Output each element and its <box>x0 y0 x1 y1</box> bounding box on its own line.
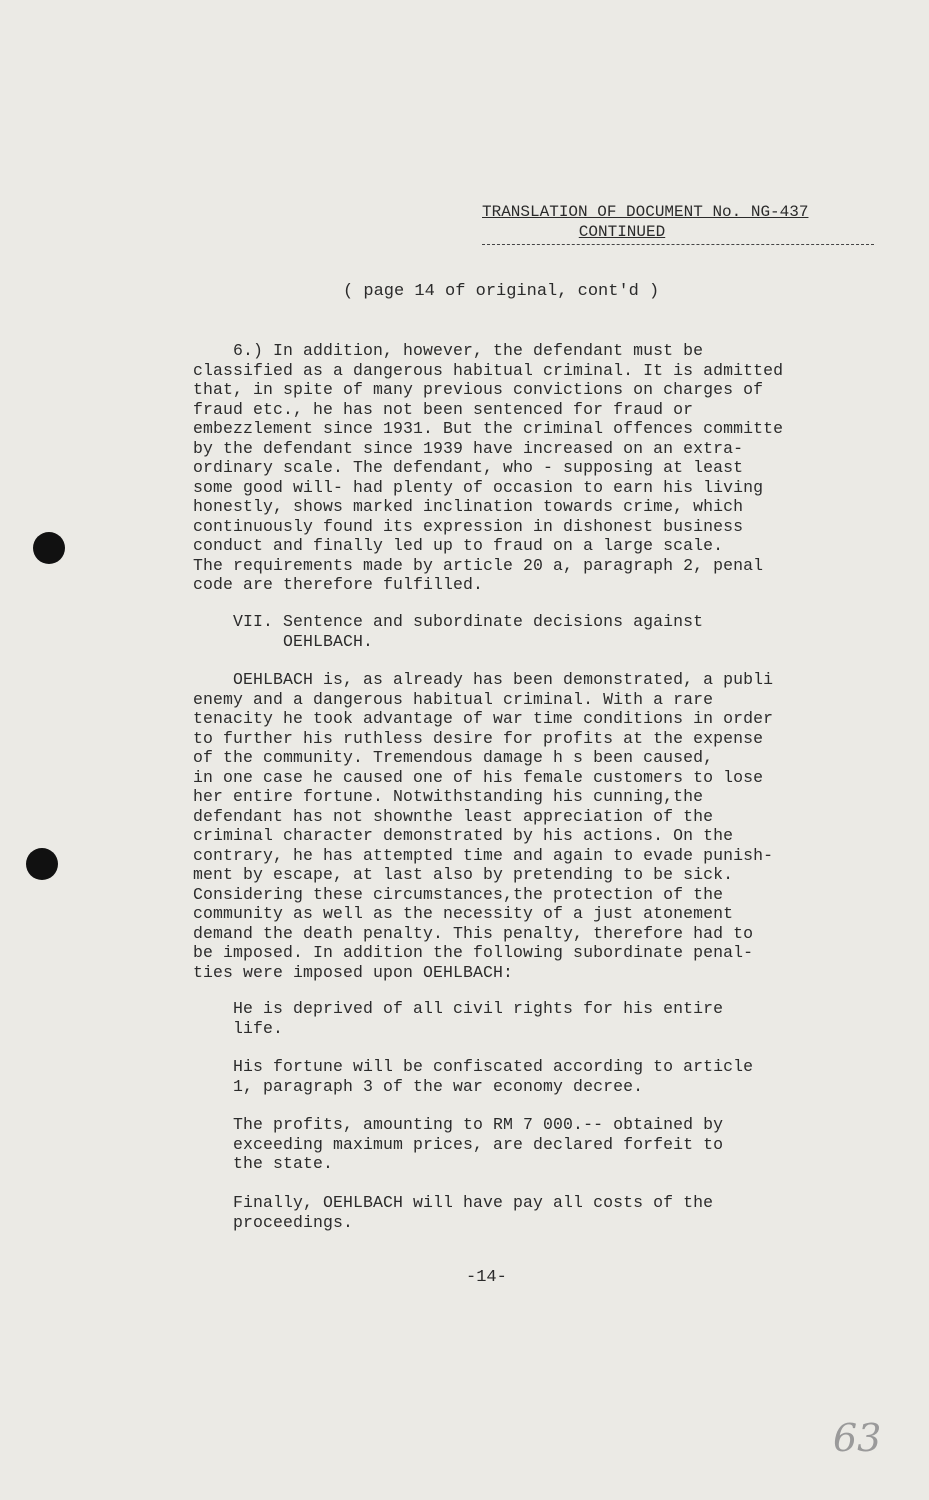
penalty-costs: Finally, OEHLBACH will have pay all costs of the proceedings. <box>233 1193 714 1232</box>
penalty-civil-rights: He is deprived of all civil rights for his entire life. <box>233 999 724 1038</box>
header-title: TRANSLATION OF DOCUMENT No. NG-437 <box>482 203 809 221</box>
penalty-fortune: His fortune will be confiscated according to article 1, paragraph 3 of the war economy decree. <box>233 1057 754 1096</box>
header-rule <box>482 244 874 245</box>
penalty-profits: The profits, amounting to RM 7 000.-- obtained by exceeding maximum prices, are declared forfeit to the state. <box>233 1115 724 1173</box>
handwritten-folio-number: 63 <box>833 1416 882 1460</box>
header-continued: CONTINUED <box>578 223 666 241</box>
document-header <box>482 202 874 242</box>
page-number: -14- <box>466 1268 507 1287</box>
page-reference: ( page 14 of original, cont'd ) <box>343 282 660 301</box>
punch-hole <box>26 848 58 880</box>
paragraph-oehlbach: OEHLBACH is, as already has been demonstrated, a publi enemy and a dangerous habitual criminal. With a rare tenacity he took advantage of war time conditions in order to further his ruthless desire for profits at the expense of the community. Tremendous damage h s been caused, in one case he caused one of his female customers to lose her entire fortune. Notwithstanding his cunning,the defendant has not shownthe least appreciation of the criminal character demonstrated by his actions. On the contrary, he has attempted time and again to evade punish- ment by escape, at last also by pretending to be sick. Considering these circumstances,the protection of the community as well as the necessity of a just atonement demand the death penalty. This penalty, therefore had to be imposed. In addition the following subordinate penal- ties were imposed upon OEHLBACH: <box>193 670 774 982</box>
punch-hole <box>33 532 65 564</box>
paragraph-6: 6.) In addition, however, the defendant must be classified as a dangerous habitual criminal. It is admitted that, in spite of many previous convictions on charges of fraud etc., he has not been sentenced for fraud or embezzlement since 1931. But the criminal offences committe by the defendant since 1939 have increased on an extra- ordinary scale. The defendant, who - supposing at least some good will- had plenty of occasion to earn his living honestly, shows marked inclination towards crime, which continuously found its expression in dishonest business conduct and finally led up to fraud on a large scale. The requirements made by article 20 a, paragraph 2, penal code are therefore fulfilled. <box>193 341 784 594</box>
section-vii-heading: VII. Sentence and subordinate decisions against OEHLBACH. <box>233 612 704 651</box>
